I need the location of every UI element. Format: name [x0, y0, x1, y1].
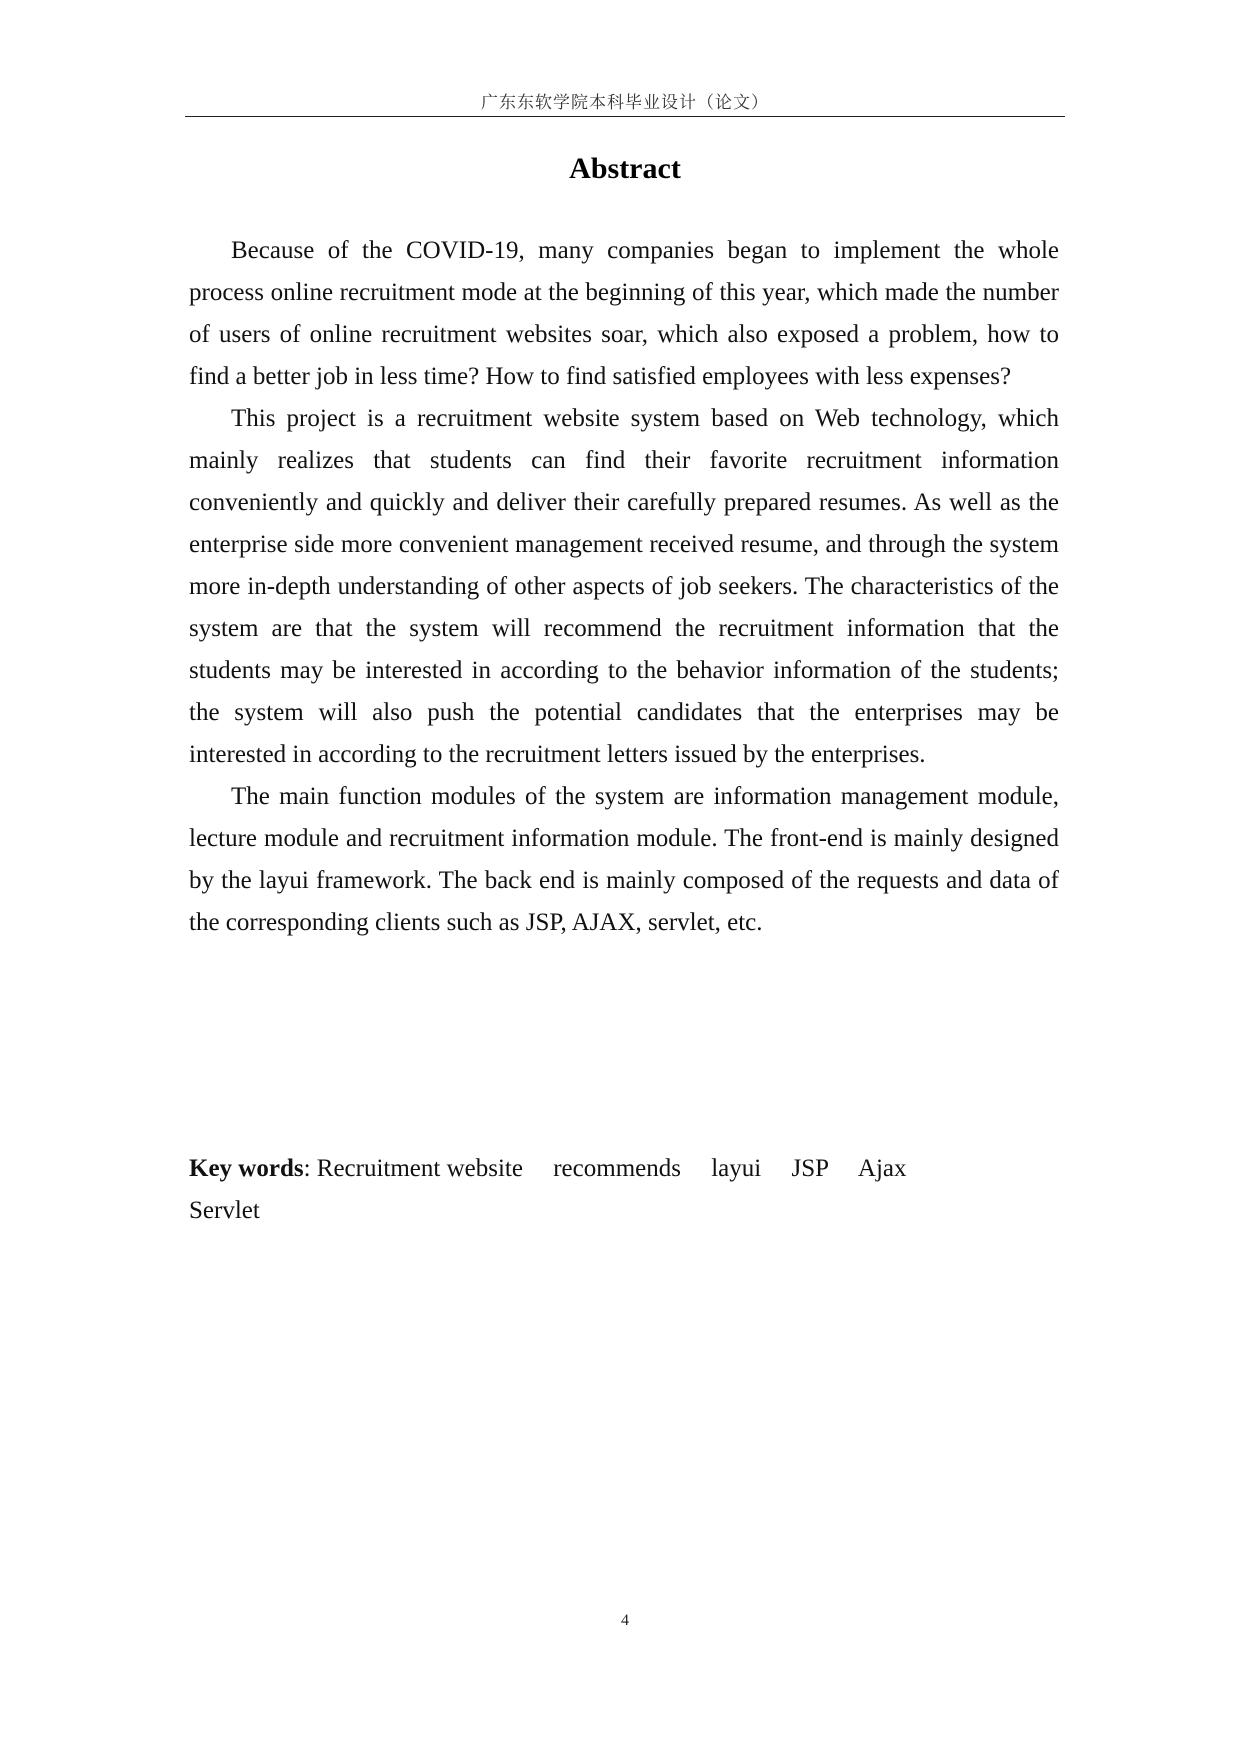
keyword-item: Recruitment website: [316, 1155, 523, 1182]
keyword-item: Ajax: [857, 1155, 907, 1182]
running-header: 广东东软学院本科毕业设计（论文）: [481, 93, 769, 113]
keywords-separator: :: [303, 1155, 317, 1182]
keyword-item: JSP: [791, 1155, 830, 1182]
header-divider: [185, 116, 1065, 117]
abstract-paragraph-2: This project is a recruitment website system based on Web technology, which mainly realizes that students can find their favorite recruitment information conveniently and quickly and deliver their carefully prepared resumes. As well as the enterprise side more convenient management received resume, and through the system more in-depth understanding of other aspects of job seekers. The characteristics of the system are that the system will recommend the recruitment information that the students may be interested in according to the behavior information of the students; the system will also push the potential candidates that the enterprises may be interested in according to the recruitment letters issued by the enterprises.: [189, 405, 1059, 768]
keywords-label: Key words: [189, 1155, 304, 1182]
page-number: 4: [621, 1612, 629, 1629]
abstract-body: [189, 230, 1059, 944]
keyword-item: Servlet: [189, 1197, 260, 1224]
keyword-item: recommends: [553, 1155, 681, 1182]
keywords-block: [189, 1148, 1019, 1232]
abstract-title: Abstract: [569, 152, 681, 185]
keyword-item: layui: [711, 1155, 762, 1182]
abstract-paragraph-1: Because of the COVID-19, many companies began to implement the whole process online recruitment mode at the beginning of this year, which made the number of users of online recruitment websites soar, which also exposed a problem, how to find a better job in less time? How to find satisfied employees with less expenses?: [189, 237, 1059, 390]
abstract-paragraph-3: The main function modules of the system are information management module, lecture module and recruitment information module. The front-end is mainly designed by the layui framework. The back end is mainly composed of the requests and data of the corresponding clients such as JSP, AJAX, servlet, etc.: [189, 783, 1059, 936]
